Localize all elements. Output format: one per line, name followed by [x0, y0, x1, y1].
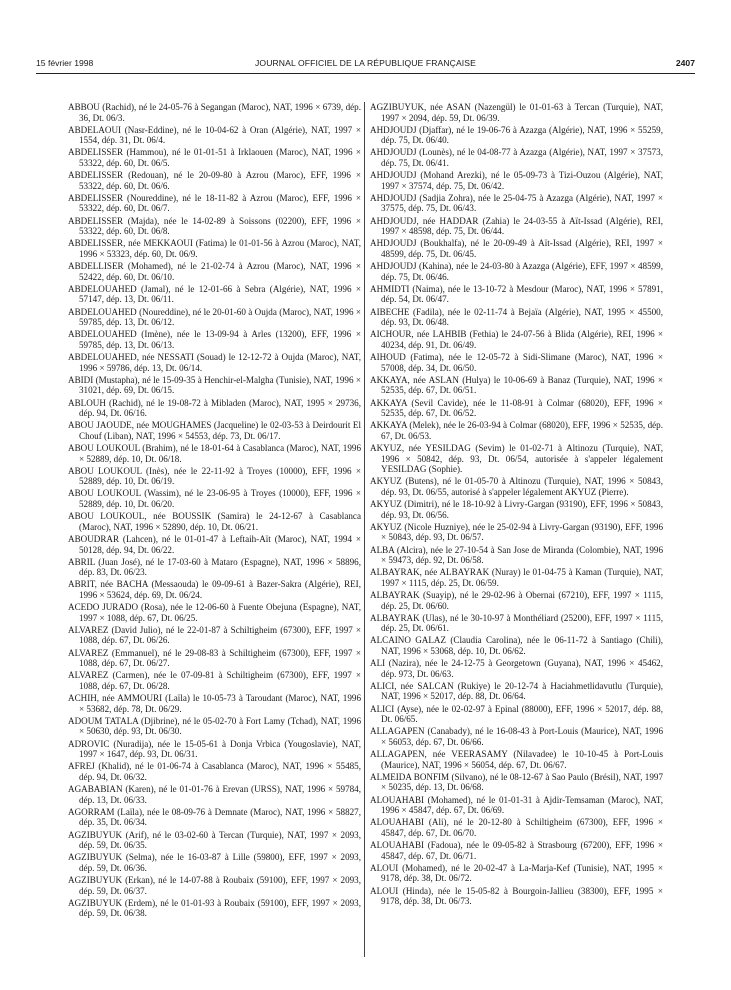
list-item: ABDELISSER, née MEKKAOUI (Fatima) le 01-01-56 à Azrou (Maroc), NAT, 1996 × 53323, dép. 60, Dt. 06/9. — [68, 238, 361, 259]
right-column — [370, 102, 663, 908]
list-item: ABDELOUAHED (Jamal), né le 12-01-66 à Sebra (Algérie), NAT, 1996 × 57147, dép. 13, Dt. 06/11. — [68, 283, 361, 305]
list-item: ABOUDRAR (Lahcen), né le 01-01-47 à Leftaih-Aït (Maroc), NAT, 1994 × 50128, dép. 94, Dt. 06/22. — [68, 533, 361, 555]
list-item: ABDELOUAHED (Imène), née le 13-09-94 à Arles (13200), EFF, 1996 × 59785, dép. 13, Dt. 06/13. — [68, 329, 361, 350]
list-item: ALICI, née SALCAN (Rukiye) le 20-12-74 à Haciahmetlidavutlu (Turquie), NAT, 1996 × 52017, dép. 88, Dt. 06/64. — [370, 680, 663, 702]
list-item: AGZIBUYUK (Arif), né le 03-02-60 à Tercan (Turquie), NAT, 1997 × 2093, dép. 59, Dt. 06/35. — [68, 829, 361, 851]
list-item: AKKAYA (Melek), née le 26-03-94 à Colmar (68020), EFF, 1996 × 52535, dép. 67, Dt. 06/53. — [370, 420, 663, 441]
header-rule — [36, 73, 695, 74]
list-item: AGABABIAN (Karen), né le 01-01-76 à Erevan (URSS), NAT, 1996 × 59784, dép. 13, Dt. 06/33. — [68, 784, 361, 805]
list-item: ABDELISSER (Redouan), né le 20-09-80 à Azrou (Maroc), EFF, 1996 × 53322, dép. 60, Dt. 06/6. — [68, 170, 361, 191]
list-item: ALVAREZ (Emmanuel), né le 29-08-83 à Schiltigheim (67300), EFF, 1997 × 1088, dép. 67, Dt. 06/27. — [68, 647, 361, 669]
list-item: ABBOU (Rachid), né le 24-05-76 à Segangan (Maroc), NAT, 1996 × 6739, dép. 36, Dt. 06/3. — [68, 102, 361, 123]
list-item: ABDELOUAHED, née NESSATI (Souad) le 12-12-72 à Oujda (Maroc), NAT, 1996 × 59786, dép. 13, Dt. 06/14. — [68, 352, 361, 373]
list-item: ABLOUH (Rachid), né le 19-08-72 à Mibladen (Maroc), NAT, 1995 × 29736, dép. 94, Dt. 06/16. — [68, 397, 361, 419]
list-item: ABDELISSER (Noureddine), né le 18-11-82 à Azrou (Maroc), EFF, 1996 × 53322, dép. 60, Dt. 06/7. — [68, 192, 361, 214]
list-item: ALBA (Alcira), née le 27-10-54 à San Jose de Miranda (Colombie), NAT, 1996 × 59473, dép. 92, Dt. 06/58. — [370, 544, 663, 566]
list-item: AKKAYA (Sevil Cavide), née le 11-08-91 à Colmar (68020), EFF, 1996 × 52535, dép. 67, Dt. 06/52. — [370, 397, 663, 419]
list-item: ALBAYRAK, née ALBAYRAK (Nuray) le 01-04-75 à Kaman (Turquie), NAT, 1997 × 1115, dép. 25, Dt. 06/59. — [370, 567, 663, 588]
list-item: ABOU LOUKOUL (Wassim), né le 23-06-95 à Troyes (10000), EFF, 1996 × 52889, dép. 10, Dt. 06/20. — [68, 488, 361, 510]
header-date: 15 février 1998 — [36, 58, 94, 68]
list-item: AHDJOUDJ (Boukhalfa), né le 20-09-49 à Aït-Issad (Algérie), REI, 1997 × 48599, dép. 75, Dt. 06/45. — [370, 238, 663, 259]
journal-title: JOURNAL OFFICIEL DE LA RÉPUBLIQUE FRANÇAISE — [255, 58, 476, 68]
list-item: ABRIL (Juan José), né le 17-03-60 à Mataro (Espagne), NAT, 1996 × 58896, dép. 83, Dt. 06/23. — [68, 556, 361, 578]
list-item: ABOU LOUKOUL (Brahim), né le 18-01-64 à Casablanca (Maroc), NAT, 1996 × 52889, dép. 10, Dt. 06/18. — [68, 443, 361, 464]
list-item: ALI (Nazira), née le 24-12-75 à Georgetown (Guyana), NAT, 1996 × 45462, dép. 973, Dt. 06/63. — [370, 658, 663, 679]
list-item: ABDELISSER (Majda), née le 14-02-89 à Soissons (02200), EFF, 1996 × 53322, dép. 60, Dt. 06/8. — [68, 215, 361, 237]
list-item: ALLAGAPEN (Canabady), né le 16-08-43 à Port-Louis (Maurice), NAT, 1996 × 56053, dép. 67, Dt. 06/66. — [370, 726, 663, 747]
list-item: ABOU LOUKOUL (Inès), née le 22-11-92 à Troyes (10000), EFF, 1996 × 52889, dép. 10, Dt. 06/19. — [68, 465, 361, 487]
list-item: ALOUAHABI (Ali), né le 20-12-80 à Schiltigheim (67300), EFF, 1996 × 45847, dép. 67, Dt. 06/70. — [370, 817, 663, 838]
list-item: ALOUI (Mohamed), né le 20-02-47 à La-Marja-Kef (Tunisie), NAT, 1995 × 9178, dép. 38, Dt. 06/72. — [370, 862, 663, 884]
list-item: ALBAYRAK (Ulas), né le 30-10-97 à Monthéliard (25200), EFF, 1997 × 1115, dép. 25, Dt. 06/61. — [370, 612, 663, 634]
page-number: 2407 — [675, 58, 695, 68]
list-item: AHDJOUDJ (Kahina), née le 24-03-80 à Azazga (Algérie), EFF, 1997 × 48599, dép. 75, Dt. 06/46. — [370, 261, 663, 282]
list-item: ABDELISSER (Hammou), né le 01-01-51 à Irklaouen (Maroc), NAT, 1996 × 53322, dép. 60, Dt. 06/5. — [68, 147, 361, 169]
list-item: AICHOUR, née LAHBIB (Fethia) le 24-07-56 à Blida (Algérie), REI, 1996 × 40234, dép. 91, Dt. 06/49. — [370, 329, 663, 350]
list-item: AGZIBUYUK, née ASAN (Nazengül) le 01-01-63 à Tercan (Turquie), NAT, 1997 × 2094, dép. 59, Dt. 06/39. — [370, 102, 663, 123]
list-item: ABDELLISER (Mohamed), né le 21-02-74 à Azrou (Maroc), NAT, 1996 × 52422, dép. 60, Dt. 06/10. — [68, 261, 361, 282]
list-item: AHDJOUDJ (Djaffar), né le 19-06-76 à Azazga (Algérie), NAT, 1996 × 55259, dép. 75, Dt. 06/40. — [370, 124, 663, 146]
list-item: AGZIBUYUK (Erkan), né le 14-07-88 à Roubaix (59100), EFF, 1997 × 2093, dép. 59, Dt. 06/37. — [68, 874, 361, 896]
list-item: AGORRAM (Laïla), née le 08-09-76 à Demnate (Maroc), NAT, 1996 × 58827, dép. 35, Dt. 06/34. — [68, 806, 361, 828]
list-item: ALMEIDA BONFIM (Silvano), né le 08-12-67 à Sao Paulo (Brésil), NAT, 1997 × 50235, dép. 13, Dt. 06/68. — [370, 771, 663, 793]
list-item: ALLAGAPEN, née VEERASAMY (Nilavadee) le 10-10-45 à Port-Louis (Maurice), NAT, 1996 × 56054, dép. 67, Dt. 06/67. — [370, 749, 663, 770]
list-item: AKKAYA, née ASLAN (Hulya) le 10-06-69 à Banaz (Turquie), NAT, 1996 × 52535, dép. 67, Dt. 06/51. — [370, 374, 663, 396]
list-item: AKYUZ, née YESILDAG (Sevim) le 01-02-71 à Altinozu (Turquie), NAT, 1996 × 50842, dép. 93, Dt. 06/54, autorisée à s'appeler légalement YESILDAG (Sophie). — [370, 443, 663, 475]
list-item: ALOUAHABI (Fadoua), née le 09-05-82 à Strasbourg (67200), EFF, 1996 × 45847, dép. 67, Dt. 06/71. — [370, 840, 663, 861]
list-item: ADOUM TATALA (Djibrine), né le 05-02-70 à Fort Lamy (Tchad), NAT, 1996 × 50630, dép. 93, Dt. 06/30. — [68, 715, 361, 737]
list-item: AFREJ (Khalid), né le 01-06-74 à Casablanca (Maroc), NAT, 1996 × 55485, dép. 94, Dt. 06/32. — [68, 761, 361, 782]
list-item: ABDELAOUI (Nasr-Eddine), né le 10-04-62 à Oran (Algérie), NAT, 1997 × 1554, dép. 31, Dt. 06/4. — [68, 124, 361, 146]
list-item: AKYUZ (Dimitri), né le 18-10-92 à Livry-Gargan (93190), EFF, 1996 × 50843, dép. 93, Dt. 06/56. — [370, 499, 663, 520]
list-item: ALOUAHABI (Mohamed), né le 01-01-31 à Ajdir-Temsaman (Maroc), NAT, 1996 × 45847, dép. 67, Dt. 06/69. — [370, 794, 663, 816]
list-item: AGZIBUYUK (Erdem), né le 01-01-93 à Roubaix (59100), EFF, 1997 × 2093, dép. 59, Dt. 06/38. — [68, 897, 361, 919]
list-item: ABOU LOUKOUL, née BOUSSIK (Samira) le 24-12-67 à Casablanca (Maroc), NAT, 1996 × 52890, dép. 10, Dt. 06/21. — [68, 511, 361, 532]
list-item: AGZIBUYUK (Selma), née le 16-03-87 à Lille (59800), EFF, 1997 × 2093, dép. 59, Dt. 06/36. — [68, 852, 361, 873]
list-item: ALICI (Ayse), née le 02-02-97 à Epinal (88000), EFF, 1996 × 52017, dép. 88, Dt. 06/65. — [370, 703, 663, 725]
list-item: AIBECHE (Fadila), née le 02-11-74 à Bejaïa (Algérie), NAT, 1995 × 45500, dép. 93, Dt. 06/48. — [370, 306, 663, 328]
list-item: ALVAREZ (David Julio), né le 22-01-87 à Schiltigheim (67300), EFF, 1997 × 1088, dép. 67, Dt. 06/26. — [68, 624, 361, 646]
list-item: AKYUZ (Nicole Huzniye), née le 25-02-94 à Livry-Gargan (93190), EFF, 1996 × 50843, dép. 93, Dt. 06/57. — [370, 521, 663, 543]
list-item: ALOUI (Hinda), née le 15-05-82 à Bourgoin-Jallieu (38300), EFF, 1995 × 9178, dép. 38, Dt. 06/73. — [370, 885, 663, 907]
list-item: AHDJOUDJ, née HADDAR (Zahia) le 24-03-55 à Aït-Issad (Algérie), REI, 1997 × 48598, dép. 75, Dt. 06/44. — [370, 215, 663, 237]
list-item: ALCAINO GALAZ (Claudia Carolina), née le 06-11-72 à Santiago (Chili), NAT, 1996 × 53068, dép. 10, Dt. 06/62. — [370, 635, 663, 656]
page-header — [36, 58, 695, 70]
list-item: AHDJOUDJ (Sadjia Zohra), née le 25-04-75 à Azazga (Algérie), NAT, 1997 × 37575, dép. 75, Dt. 06/43. — [370, 192, 663, 214]
list-item: AHMIDTI (Naima), née le 13-10-72 à Mesdour (Maroc), NAT, 1996 × 57891, dép. 54, Dt. 06/47. — [370, 283, 663, 305]
list-item: ABOU JAOUDE, née MOUGHAMES (Jacqueline) le 02-03-53 à Deirdourit El Chouf (Liban), NAT, 1996 × 54553, dép. 73, Dt. 06/17. — [68, 420, 361, 441]
list-item: ALBAYRAK (Suayip), né le 29-02-96 à Obernai (67210), EFF, 1997 × 1115, dép. 25, Dt. 06/60. — [370, 589, 663, 611]
list-item: ACHIH, née AMMOURI (Laïla) le 10-05-73 à Taroudant (Maroc), NAT, 1996 × 53682, dép. 78, Dt. 06/29. — [68, 693, 361, 714]
column-divider — [364, 102, 365, 957]
list-item: ADROVIC (Nuradija), née le 15-05-61 à Donja Vrbica (Yougoslavie), NAT, 1997 × 1647, dép. 93, Dt. 06/31. — [68, 738, 361, 760]
list-item: ALVAREZ (Carmen), née le 07-09-81 à Schiltigheim (67300), EFF, 1997 × 1088, dép. 67, Dt. 06/28. — [68, 670, 361, 691]
list-item: AKYUZ (Butens), né le 01-05-70 à Altinozu (Turquie), NAT, 1996 × 50843, dép. 93, Dt. 06/55, autorisé à s'appeler légalement AKYUZ (Pierre). — [370, 476, 663, 497]
list-item: AHDJOUDJ (Mohand Arezki), né le 05-09-73 à Tizi-Ouzou (Algérie), NAT, 1997 × 37574, dép. 75, Dt. 06/42. — [370, 170, 663, 191]
list-item: ABRIT, née BACHA (Messaouda) le 09-09-61 à Bazer-Sakra (Algérie), REI, 1996 × 53624, dép. 69, Dt. 06/24. — [68, 579, 361, 600]
list-item: ABDELOUAHED (Noureddine), né le 20-01-60 à Oujda (Maroc), NAT, 1996 × 59785, dép. 13, Dt. 06/12. — [68, 306, 361, 328]
list-item: ACEDO JURADO (Rosa), née le 12-06-60 à Fuente Obejuna (Espagne), NAT, 1997 × 1088, dép. 67, Dt. 06/25. — [68, 602, 361, 623]
list-item: ABIDI (Mustapha), né le 15-09-35 à Henchir-el-Malgha (Tunisie), NAT, 1996 × 31021, dép. 69, Dt. 06/15. — [68, 374, 361, 396]
left-column — [68, 102, 361, 920]
list-item: AIHOUD (Fatima), née le 12-05-72 à Sidi-Slimane (Maroc), NAT, 1996 × 57008, dép. 34, Dt. 06/50. — [370, 352, 663, 373]
list-item: AHDJOUDJ (Lounès), né le 04-08-77 à Azazga (Algérie), NAT, 1997 × 37573, dép. 75, Dt. 06/41. — [370, 147, 663, 169]
